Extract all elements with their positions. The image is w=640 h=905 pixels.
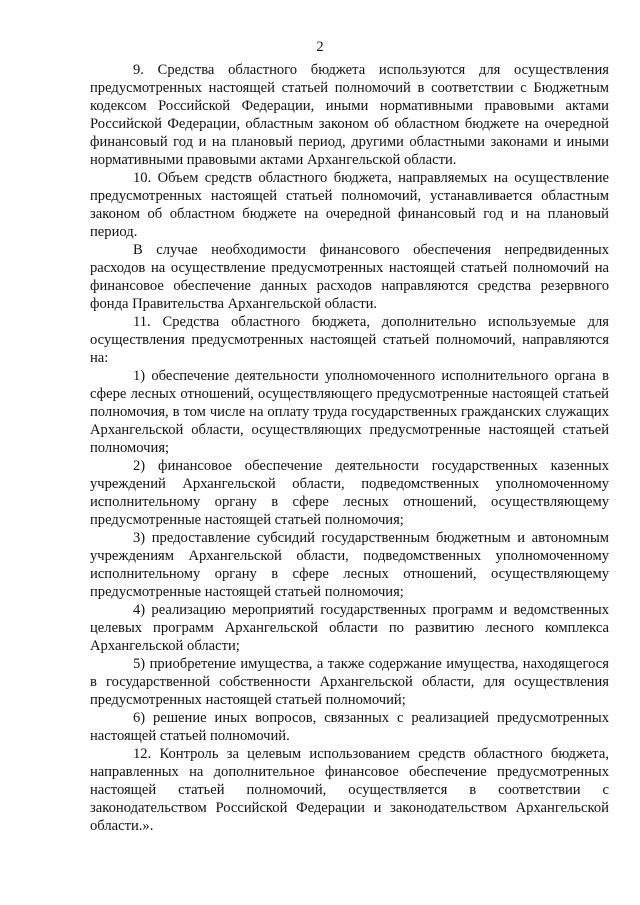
list-item-3: 3) предоставление субсидий государственным бюджетным и автономным учреждениям Архангельской области, подведомственных уполномоченному исполнительному органу в сфере лесных отношений, осуществляющему предусмотренные настоящей статьей полномочия;	[90, 530, 609, 600]
list-item-2: 2) финансовое обеспечение деятельности государственных казенных учреждений Архангельской области, подведомственных уполномоченному исполнительному органу в сфере лесных отношений, осуществляющему предусмотренные настоящей статьей полномочия;	[90, 458, 609, 528]
list-item-1: 1) обеспечение деятельности уполномоченного исполнительного органа в сфере лесных отношений, осуществляющего предусмотренные настоящей статьей полномочия, в том числе на оплату труда государственных гражданских служащих Архангельской области, осуществляющих предусмотренные настоящей статьей полномочия;	[90, 368, 609, 456]
page-number: 2	[316, 39, 324, 55]
list-item-4: 4) реализацию мероприятий государственных программ и ведомственных целевых программ Архангельской области по развитию лесного комплекса Архангельской области;	[90, 602, 609, 654]
paragraph-reserve-fund: В случае необходимости финансового обеспечения непредвиденных расходов на осуществление предусмотренных настоящей статьей полномочий на финансовое обеспечение данных расходов направляются средства резервного фонда Правительства Архангельской области.	[90, 242, 609, 312]
paragraph-10: 10. Объем средств областного бюджета, направляемых на осуществление предусмотренных настоящей статьей полномочий, устанавливается областным законом об областном бюджете на очередной финансовый год и на плановый период.	[90, 170, 609, 240]
list-item-6: 6) решение иных вопросов, связанных с реализацией предусмотренных настоящей статьей полномочий.	[90, 710, 609, 744]
paragraph-12: 12. Контроль за целевым использованием средств областного бюджета, направленных на дополнительное финансовое обеспечение предусмотренных настоящей статьей полномочий, осуществляется в соответствии с законодательством Российской Федерации и законодательством Архангельской области.».	[90, 746, 609, 834]
document-body	[90, 61, 609, 835]
paragraph-9: 9. Средства областного бюджета используются для осуществления предусмотренных настоящей статьей полномочий в соответствии с Бюджетным кодексом Российской Федерации, иными нормативными правовыми актами Российской Федерации, областным законом об областном бюджете на очередной финансовый год и на плановый период, другими областными законами и иными нормативными правовыми актами Архангельской области.	[90, 62, 609, 168]
paragraph-11: 11. Средства областного бюджета, дополнительно используемые для осуществления предусмотренных настоящей статьей полномочий, направляются на:	[90, 314, 609, 366]
list-item-5: 5) приобретение имущества, а также содержание имущества, находящегося в государственной собственности Архангельской области, для осуществления предусмотренных настоящей статьей полномочий;	[90, 656, 609, 708]
